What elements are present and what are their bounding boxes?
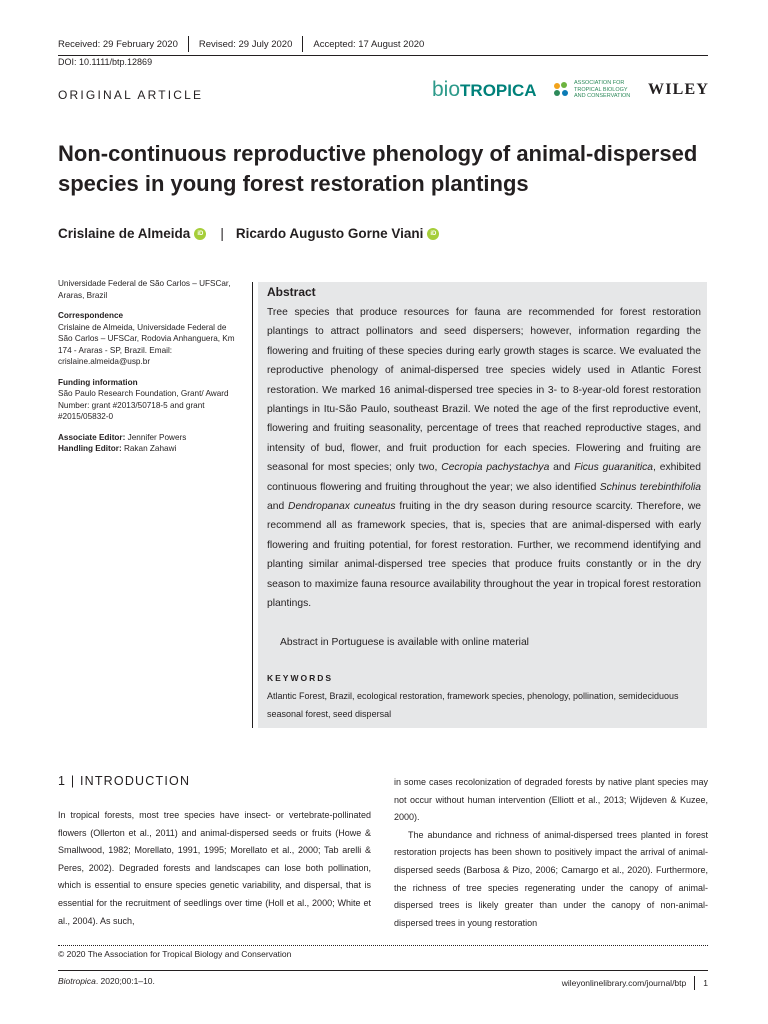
wiley-logo: WILEY (648, 81, 710, 98)
footer-dotted-rule (58, 945, 708, 946)
species-name: Dendropanax cuneatus (288, 501, 396, 513)
journal-name: Biotropica (58, 976, 96, 986)
page-number: 1 (703, 978, 708, 988)
funding-text: São Paulo Research Foundation, Grant/ Award Number: grant #2013/50718-5 and grant #2015/05832-0 (58, 389, 229, 421)
atbc-logo-text: ASSOCIATION FOR TROPICAL BIOLOGY AND CONSERVATION (574, 80, 631, 100)
atbc-leaf-icon (551, 80, 571, 100)
correspondence-block (58, 310, 238, 368)
correspondence-text: Crislaine de Almeida, Universidade Federal de São Carlos – UFSCar, Rodovia Anhanguera, Km 174 - Araras - SP, Brazil. Email: crislaine.almeida@usp.br (58, 322, 235, 366)
article-type: ORIGINAL ARTICLE (58, 88, 204, 102)
footer-right (562, 976, 708, 990)
biotropica-logo-prefix: bio (432, 78, 461, 101)
abstract-text: Tree species that produce resources for fauna are recommended for forest restoration plantings to attract pollinators and seed dispersers; however, information regarding the flowering and fruiting of these species during early growth stages is scarce. We evaluated the reproductive phenology of animal-dispersed tree species widely used in Atlantic Forest restoration. We marked 16 animal-dispersed tree species in 3- to 8-year-old forest restoration plantings in Itu-São Paulo, southeast Brazil. We noted the age of the first reproductive event, flowering and fruiting seasonality, percentage of trees that reached reproductive stages, and intensity of bud, flower, and fruit production for each species. Flowering and fruiting are seasonal for most species; only two, Cecropia pachystachya and Ficus guaranitica, exhibited continuous flowering and fruiting throughout the year; we also identified Schinus terebinthifolia and Dendropanax cuneatus fruiting in the dry season during resource scarcity. Therefore, we recommend all as framework species, that is, species that are animal-dispersed with early flowering and fruiting potential, for forest restoration. Further, we recommend identifying and planting similar animal-dispersed tree species that produce fruits constantly or in the dry season to maximize fauna resource availability throughout the year in tropical forest restoration plantings. (267, 307, 701, 610)
species-name: Cecropia pachystachya (441, 462, 550, 474)
associate-editor: Jennifer Powers (127, 432, 187, 442)
article-sidebar (58, 278, 238, 455)
journal-citation: Biotropica. 2020;00:1–10. (58, 976, 155, 986)
abstract-portuguese-note: Abstract in Portuguese is available with online material (280, 637, 529, 648)
handling-editor: Rakan Zahawi (123, 444, 177, 453)
revised-date: Revised: 29 July 2020 (198, 38, 293, 50)
header-rule (58, 55, 708, 56)
received-date: Received: 29 February 2020 (58, 38, 178, 50)
body-column-left: In tropical forests, most tree species have insect- or vertebrate-pollinated flowers (Ollerton et al., 2011) and animal-dispersed seeds or fruits (Howe & Smallwood, 1982; Morellato, 1991, 1995; Morellato et al., 2000; Tab arelli & Peres, 2002). Degraded forests and landscapes can lose both pollination, which is essential to ensure species genetic variability, and dispersal, that is essential for the recruitment of seedlings over time (Holl et al., 2000; White et al., 2004). As such, (58, 810, 371, 926)
date-divider (188, 36, 189, 52)
date-divider (302, 36, 303, 52)
accepted-date: Accepted: 17 August 2020 (313, 38, 425, 50)
author-list (58, 226, 439, 241)
footer-divider (694, 976, 695, 990)
author-name: Crislaine de Almeida (58, 226, 191, 241)
author-separator: | (220, 226, 224, 241)
doi: DOI: 10.1111/btp.12869 (58, 57, 153, 67)
biotropica-logo (432, 78, 537, 102)
editors-block (58, 432, 238, 455)
paragraph: The abundance and richness of animal-dispersed trees planted in forest restoration projects has been shown to positively impact the arrival of animal-dispersed seeds (Barbosa & Pizo, 2006; Camargo et al., 2020). Furthermore, the richness of tree species regenerating under the canopy of animal-dispersed trees is likely greater than under the canopy of non-animal-dispersed trees in young restoration (394, 829, 708, 928)
affiliation: Universidade Federal de São Carlos – UFSCar, Araras, Brazil (58, 279, 231, 300)
funding-block (58, 377, 238, 423)
body-column-right (394, 774, 708, 932)
orcid-icon[interactable]: iD (194, 228, 206, 240)
keywords-heading: KEYWORDS (267, 673, 334, 683)
journal-url[interactable]: wileyonlinelibrary.com/journal/btp (561, 978, 687, 988)
abstract-heading: Abstract (267, 285, 316, 299)
section-heading-introduction: 1 | INTRODUCTION (58, 774, 191, 788)
biotropica-logo-bold: TROPICA (460, 81, 537, 100)
correspondence-heading: Correspondence (58, 311, 124, 320)
footer-rule (58, 970, 708, 971)
publication-dates (58, 36, 424, 52)
species-name: Schinus terebinthifolia (599, 481, 701, 493)
paper-title: Non-continuous reproductive phenology of animal-dispersed species in young forest restoration plantings (58, 141, 698, 196)
orcid-icon[interactable]: iD (427, 228, 439, 240)
funding-heading: Funding information (58, 377, 138, 387)
abstract-rule (252, 282, 253, 728)
atbc-logo (551, 80, 636, 100)
author-name: Ricardo Augusto Gorne Viani (235, 226, 424, 241)
copyright: © 2020 The Association for Tropical Biology and Conservation (58, 949, 292, 959)
keywords-list: Atlantic Forest, Brazil, ecological restoration, framework species, phenology, pollination, semideciduous seasonal forest, seed dispersal (267, 691, 679, 719)
handling-editor-label: Handling Editor: (58, 444, 122, 453)
paragraph: in some cases recolonization of degraded forests by native plant species may not occur without human intervention (Elliott et al., 2013; Wijdeven & Kuzee, 2000). (394, 777, 708, 823)
species-name: Ficus guaranitica (574, 462, 654, 474)
associate-editor-label: Associate Editor: (58, 432, 126, 442)
